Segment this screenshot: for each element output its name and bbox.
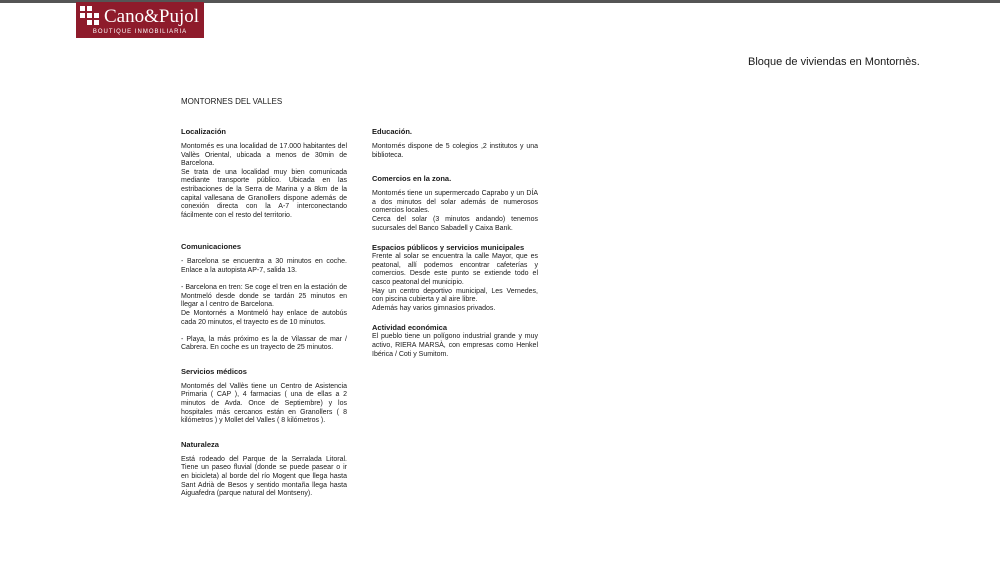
left-column	[181, 127, 347, 509]
section-title: Actividad económica	[372, 323, 448, 333]
section-title: Servicios médicos	[181, 366, 247, 376]
section-body: Montornés es una localidad de 17.000 habitantes del Vallès Oriental, ubicada a menos de 30min de Barcelona. Se trata de una localidad muy bien comunicada mediante transporte público. Ubicada en las estribaciones de la Serra de Marina y a 8km de la capital vallesana de Granollers dispone además de conexión directa con la A-7 interconectando fácilmente con el resto del territorio.	[181, 143, 347, 219]
document-heading: MONTORNES DEL VALLES	[181, 97, 283, 106]
brand-name: Cano&Pujol	[104, 6, 200, 27]
section-title: Espacios públicos y servicios municipales	[372, 243, 525, 253]
section-actividad-economica	[372, 323, 538, 359]
section-body: Está rodeado del Parque de la Serralada Litoral. Tiene un paseo fluvial (donde se puede pasear o ir en bicicleta) al borde del río Mogent que llega hasta Sant Adrià de Besos y sentido montaña llega hasta Aiguafedra (parque natural del Montseny).	[181, 455, 347, 498]
section-title: Localización	[181, 127, 227, 136]
section-body: Montornés tiene un supermercado Caprabo y un DÍA a dos minutos del solar además de numerosos comercios locales. Cerca del solar (3 minutos andando) tenemos sucursales del Banco Sabadell y Caixa Bank.	[372, 190, 538, 232]
section-title: Comunicaciones	[181, 242, 242, 252]
section-title: Naturaleza	[181, 439, 219, 449]
section-educacion	[372, 127, 538, 160]
right-column	[372, 127, 538, 369]
brand-tagline: BOUTIQUE INMOBILIARIA	[92, 29, 188, 35]
section-body: Montornés del Vallès tiene un Centro de Asistencia Primaria ( CAP ), 4 farmacias ( una de ellas a 2 minutos de Avda. Once de Septiembre) y los hospitales más cercanos están en Granollers ( 8 kilómetros ) y Mollet del Valles ( 8 kilómetros ).	[181, 382, 347, 425]
section-title: Comercios en la zona.	[372, 174, 452, 184]
section-comunicaciones	[181, 242, 347, 353]
section-localizacion	[181, 127, 347, 220]
section-comercios	[372, 174, 538, 233]
section-espacios-publicos	[372, 243, 538, 313]
section-servicios-medicos	[181, 367, 347, 426]
brand-mark-icon	[80, 6, 100, 28]
section-body: - Barcelona se encuentra a 30 minutos en coche. Enlace a la autopista AP-7, salida 13. - Barcelona en tren: Se coge el tren en la estación de Montmeló desde donde se tardán 25 minutos en llegar a l centro de Barcelona. De Montornés a Montmeló hay enlace de autobús cada 20 minutos, el trayecto es de 10 minutos. - Playa, la más próximo es la de Vilassar de mar / Cabrera. En coche es un trayecto de 25 minutos.	[181, 258, 347, 352]
section-body: Frente al solar se encuentra la calle Mayor, que es peatonal, allí podemos encontrar cafeterías y comercios. Desde este punto se extiende todo el casco peatonal del municipio. Hay un centro deportivo municipal, Les Vernedes, con piscina cubierta y al aire libre. Además hay varios gimnasios privados.	[372, 253, 538, 312]
section-body: Montornés dispone de 5 colegios ,2 institutos y una biblioteca.	[372, 143, 538, 159]
section-naturaleza	[181, 440, 347, 499]
brand-logo[interactable]	[76, 2, 204, 38]
section-body: El pueblo tiene un polígono industrial grande y muy activo, RIERA MARSÀ, con empresas como Henkel Ibérica / Coti y Sumitom.	[372, 333, 538, 358]
section-title: Educación.	[372, 127, 413, 136]
page-title: Bloque de viviendas en Montornès.	[748, 56, 920, 68]
